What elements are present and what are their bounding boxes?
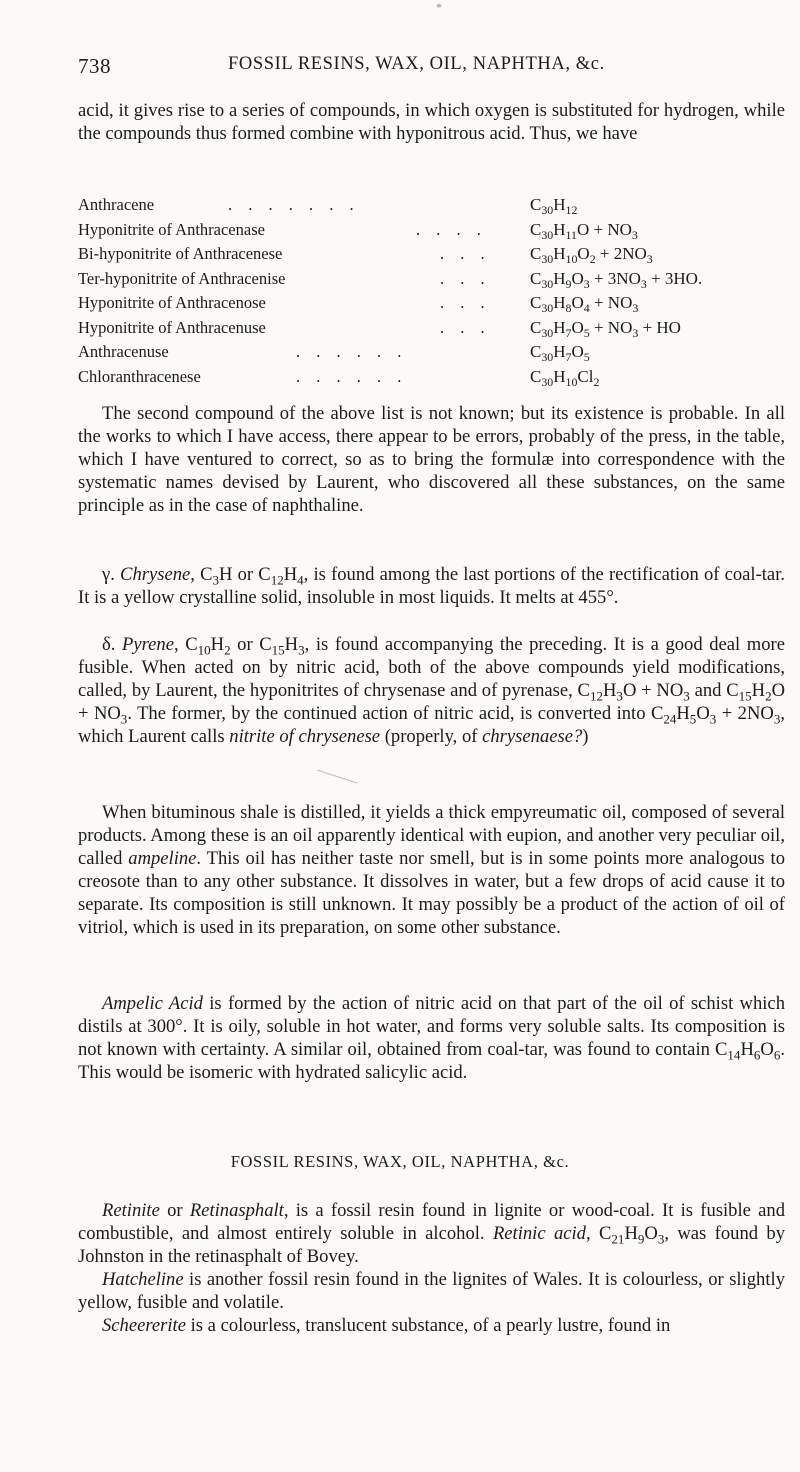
compound-name: Bi-hyponitrite of Anthracenese <box>78 244 283 263</box>
compound-formula: $C_{30}H_7O_5$ <box>530 342 590 365</box>
leader-dots: . . . <box>440 317 491 337</box>
table-row <box>78 316 788 341</box>
hatcheline-text: Hatcheline is another fossil resin found in the lignites of Wales. It is colourless, or slightly yellow, fusible and volatile. <box>78 1269 785 1313</box>
paragraph-ampelic-acid <box>78 992 785 1084</box>
scheererite-text: Scheererite is a colourless, translucent substance, of a pearly lustre, found in <box>102 1315 671 1336</box>
table-row <box>78 267 788 292</box>
table-row <box>78 365 788 390</box>
divider-mark <box>317 770 357 784</box>
compound-formula: $C_{30}H_{11}O + NO_3$ <box>530 219 638 242</box>
paragraph-chrysene <box>78 563 785 609</box>
table-row <box>78 193 788 218</box>
leader-dots: . . . . <box>416 219 487 239</box>
compound-name: Ter-hyponitrite of Anthracenise <box>78 268 286 288</box>
paragraph-ampeline <box>78 801 785 939</box>
paragraph-pyrene <box>78 633 785 748</box>
table-row <box>78 242 788 267</box>
leader-dots: . . . <box>440 268 491 288</box>
page-number: 738 <box>78 54 111 78</box>
compound-table <box>78 193 788 389</box>
top-mark: * <box>436 0 442 14</box>
compound-name: Hyponitrite of Anthracenose <box>78 293 266 312</box>
chrysene-text: γ. Chrysene, $C_3H$ or $C_{12}H_4$, is found among the last portions of the rectification of coal-tar. It is a yellow crystalline solid, insoluble in most liquids. It melts at 455°. <box>78 564 786 608</box>
compound-formula: $C_{30}H_9O_3 + 3NO_3 + 3HO$. <box>530 268 703 291</box>
compound-name: Chloranthracenese <box>78 366 201 386</box>
compound-name: Anthracenuse <box>78 342 169 361</box>
leader-dots: . . . . . . <box>296 342 408 361</box>
compound-formula: $C_{30}H_{10}O_2 + 2NO_3$ <box>530 244 653 267</box>
compound-name: Hyponitrite of Anthracenuse <box>78 317 266 337</box>
paragraph-retinite <box>78 1199 785 1337</box>
leader-dots: . . . <box>440 244 491 263</box>
compound-formula: $C_{30}H_7O_5 + NO_3$ + HO <box>530 317 681 340</box>
leader-dots: . . . <box>440 293 491 312</box>
leader-dots: . . . . . . . <box>228 195 360 214</box>
leader-dots: . . . . . . <box>296 366 408 386</box>
compound-name: Hyponitrite of Anthracenase <box>78 219 265 239</box>
intro-paragraph: acid, it gives rise to a series of compounds, in which oxygen is substituted for hydrogen, while the compounds thus formed combine with hyponitrous acid. Thus, we have <box>78 100 785 144</box>
compound-formula: $C_{30}H_{12}$ <box>530 195 578 218</box>
compound-formula: $C_{30}H_{10}Cl_2$ <box>530 366 600 389</box>
running-title: FOSSIL RESINS, WAX, OIL, NAPHTHA, &c. <box>228 54 605 74</box>
pyrene-text: δ. Pyrene, $C_{10}H_2$ or $C_{15}H_3$, is found accompanying the preceding. It is a good deal more fusible. When acted on by nitric acid, both of the above compounds yield modifications, called, by Laurent, the hyponitrites of chrysenase and of pyrenase, $C_{12}H_3O + NO_3$ and $C_{15}H_2O + NO_3$. The former, by the continued action of nitric acid, is converted into $C_{24}H_5O_3 + 2NO_3$, which Laurent calls nitrite of chrysenese (properly, of chrysenaese?) <box>78 634 786 747</box>
compound-formula: $C_{30}H_8O_4 + NO_3$ <box>530 293 639 316</box>
table-row <box>78 218 788 243</box>
running-header <box>78 54 778 94</box>
compound-name: Anthracene <box>78 195 155 214</box>
table-row <box>78 340 788 365</box>
section-heading: FOSSIL RESINS, WAX, OIL, NAPHTHA, &c. <box>230 1152 570 1171</box>
ampelic-acid-text: Ampelic Acid is formed by the action of nitric acid on that part of the oil of schist which distils at 300°. It is oily, soluble in hot water, and forms very soluble salts. Its composition is not known with certainty. A similar oil, obtained from coal-tar, was found to contain $C_{14}H_6O_6$. This would be isomeric with hydrated salicylic acid. <box>78 993 785 1083</box>
retinite-text: Retinite or Retinasphalt, is a fossil resin found in lignite or wood-coal. It is fusible and combustible, and almost entirely soluble in alcohol. Retinic acid, $C_{21}H_9O_3$, was found by Johnston in the retinasphalt of Bovey. <box>78 1200 786 1267</box>
paragraph-errors-note: The second compound of the above list is not known; but its existence is probable. In all the works to which I have access, there appear to be errors, probably of the press, in the table, which I have ventured to correct, so as to bring the formulæ into correspondence with the systematic names devised by Laurent, who discovered all these substances, on the same principle as in the case of naphthaline. <box>78 403 785 516</box>
ampeline-text: When bituminous shale is distilled, it yields a thick empyreumatic oil, composed of several products. Among these is an oil apparently identical with eupion, and another very peculiar oil, called ampeline. This oil has neither taste nor smell, but is in some points more analogous to creosote than to any other substance. It dissolves in water, but a few drops of acid cause it to separate. Its composition is still unknown. It may possibly be a product of the action of oil of vitriol, which is used in its preparation, on some other substance. <box>78 802 785 938</box>
table-row <box>78 291 788 316</box>
